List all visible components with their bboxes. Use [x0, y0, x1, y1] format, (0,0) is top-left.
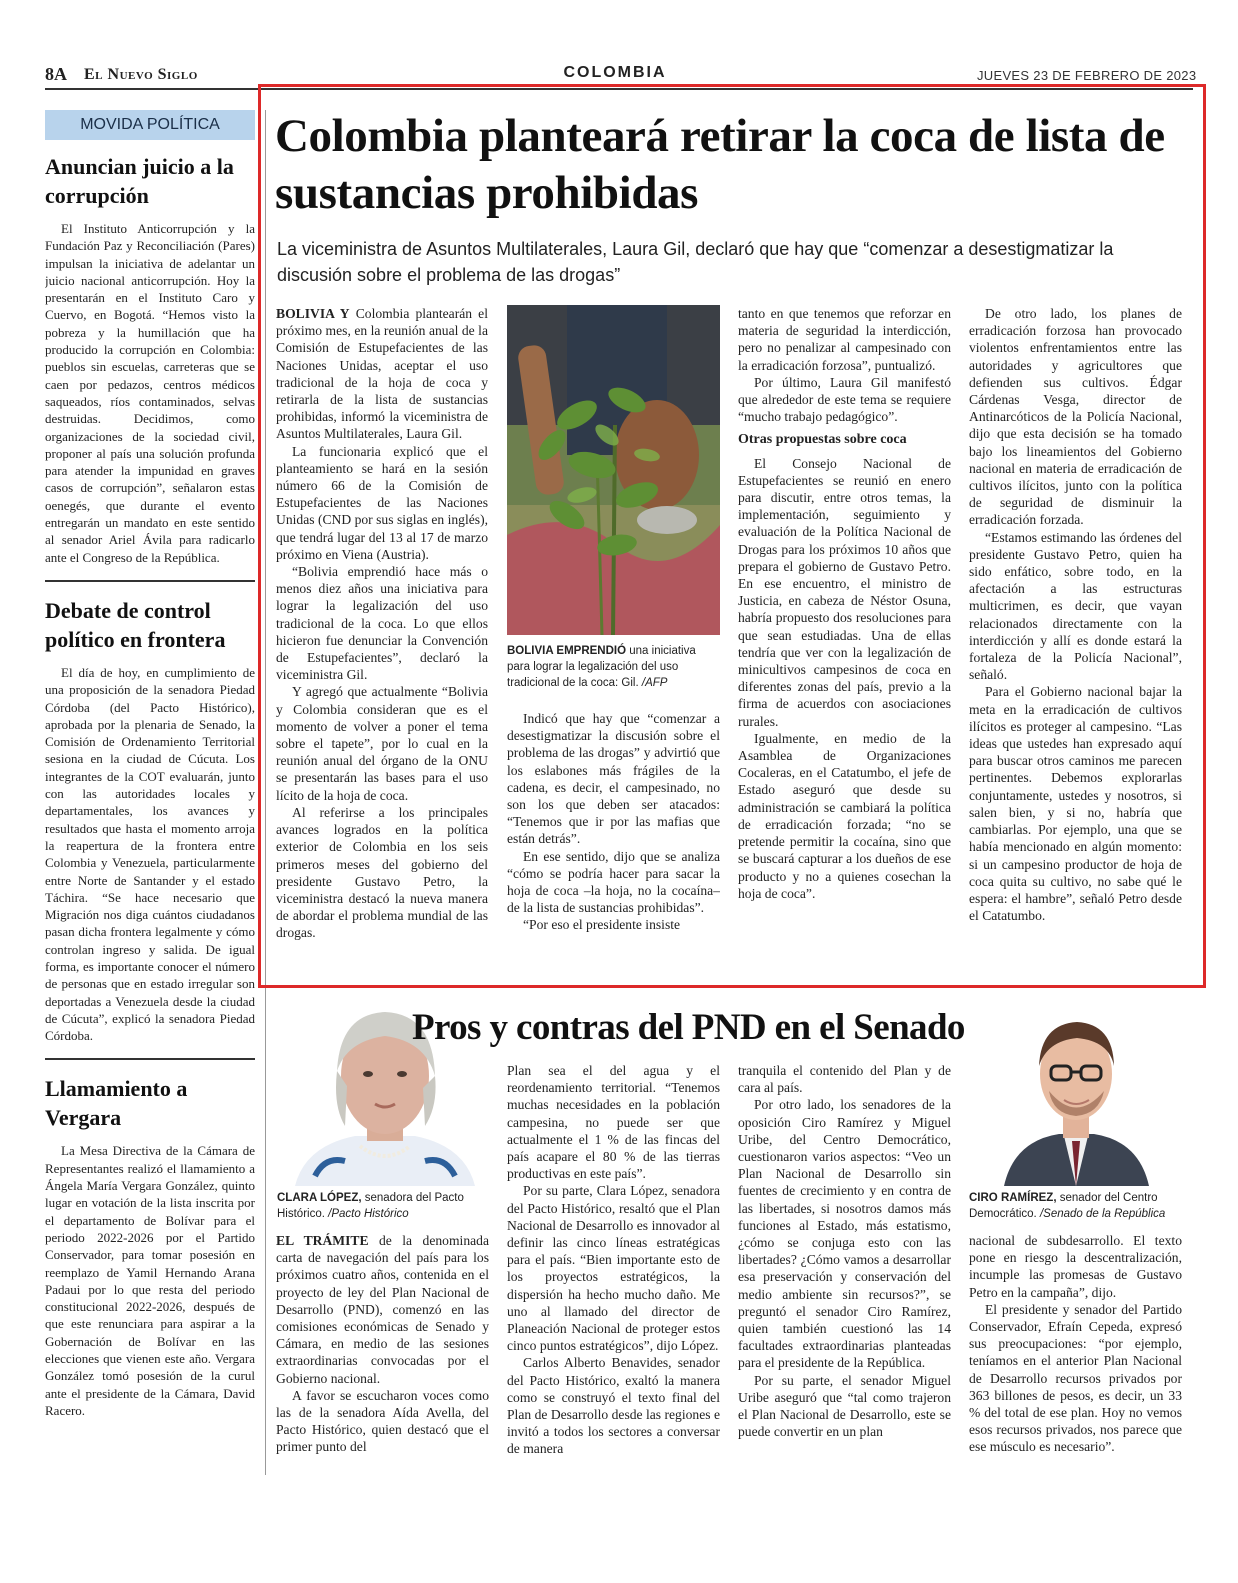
- paragraph: El Consejo Nacional de Estupefacientes se reunió en enero para discutir, entre otros temas, la implementación, seguimiento y evaluación de la Política Nacional de Drogas para los próximos 10 años que prepara el gobierno de Gustavo Petro. En ese encuentro, el ministro de Justicia, en cabeza de Néstor Osuna, habría propuesto dos resoluciones para que sean estudiadas. Una de ellas tendría que ver con la legalización de minicultivos campesinos de coca en diferentes zonas del país, previo a la firma de acuerdos con asociaciones rurales.: [738, 455, 951, 729]
- caption-text: una iniciativa para lograr la legalización del uso tradicional de la coca: Gil.: [507, 645, 696, 689]
- second-article-column-4: [969, 1232, 1182, 1477]
- photo-caption: [969, 1190, 1184, 1222]
- paragraph: Por otro lado, los senadores de la oposición Ciro Ramírez y Miguel Uribe, del Centro Democrático, cuestionaron varios aspectos: “Veo un Plan Nacional de Desarrollo sin fuentes de crecimiento y en contra de las libertades, si nosotros damos más funciones al Estado, más estatismo, ¿cómo se conjuga esto con las libertades? ¿Cómo vamos a desarrollar esa preservación y conservación del medio ambiente sin recursos?”, se preguntó el senador Ciro Ramírez, quien también cuestionó las 14 facultades extraordinarias planteadas para el presidente de la República.: [738, 1097, 951, 1371]
- paragraph: Indicó que hay que “comenzar a desestigmatizar la discusión sobre el problema de las drogas” y advirtió que los eslabones más frágiles de la cadena, es decir, el campesinado, no son los que deben ser atacados: “Tenemos que ir por las mafias que están detrás”.: [507, 711, 720, 847]
- sidebar-divider: [45, 1058, 255, 1060]
- article-column-4: [969, 305, 1182, 970]
- paragraph: Colombia plantearán el próximo mes, en la reunión anual de la Comisión de Estupefacientes de las Naciones Unidas, aceptar el uso tradicional de la hoja de coca y retirarla de la lista de sustancias prohibidas, informó la viceministra de Asuntos Multilaterales, Laura Gil.: [276, 306, 488, 442]
- photo-credit: /Senado de la República: [1039, 1208, 1166, 1220]
- newspaper-name: El Nuevo Siglo: [84, 66, 198, 83]
- movida-politica-sidebar: [45, 110, 255, 1475]
- paragraph: Y agregó que actualmente “Bolivia y Colombia consideran que es el momento de volver a poner el tema sobre el tapete”, por lo cual en la reunión anual del órgano de la ONU se presentarán las bases para el uso lícito de la hoja de coca.: [276, 684, 488, 803]
- paragraph: Por su parte, el senador Miguel Uribe aseguró que “tal como trajeron el Plan Nacional de Desarrollo, este se puede convertir en un plan: [738, 1372, 951, 1440]
- article-column-3: [738, 305, 951, 970]
- paragraph: Igualmente, en medio de la Asamblea de Organizaciones Cocaleras, en el Catatumbo, el jefe de Estado aseguró que desde su administración se cambiará la política de erradicación forzada; “no se pretende permitir la cocaína, sino que se buscará capturar a los dueños de ese producto y no a quienes cosechan la hoja de coca”.: [738, 730, 951, 901]
- paragraph: tranquila el contenido del Plan y de cara al país.: [738, 1063, 951, 1096]
- paragraph: “Estamos estimando las órdenes del presidente Gustavo Petro, quien ha sido enfático, sobre todo, en la afectación a las estructuras multicrimen, es decir, que vayan relacionados directamente con la interdicción y allí es donde estará la fortaleza de la Policía Nacional”, señaló.: [969, 529, 1182, 683]
- page-number: 8A: [45, 64, 67, 84]
- sidebar-item-title: Llamamiento a Vergara: [45, 1076, 188, 1131]
- paragraph: Al referirse a los principales avances logrados en la política exterior de Colombia en los seis primeros meses del gobierno del presidente Gustavo Petro, la viceministra destacó la nueva manera de abordar el problema mundial de las drogas.: [276, 804, 488, 941]
- sidebar-item-title: Anuncian juicio a la corrupción: [45, 154, 234, 208]
- section-name: COLOMBIA: [563, 64, 667, 81]
- sidebar-item-body: La Mesa Directiva de la Cámara de Representantes realizó el llamamiento a Ángela María Vergara González, quinto lugar en votación de la lista inscrita por el departamento de Bolívar para el periodo 2022-2026 por el Partido Conservador, para tomar posesión en reemplazo de Yamil Hernando Arana Padaui por lo que resta del periodo constitucional 2022-2026, después de que este renunciara para aspirar a la Gobernación de Bolívar en las elecciones que vienen este año. Vergara González tomó posesión de la curul ante el presidente de la Cámara, David Racero.: [45, 1143, 255, 1418]
- caption-lead: CLARA LÓPEZ,: [277, 1192, 362, 1204]
- caption-lead: BOLIVIA EMPRENDIÓ: [507, 645, 627, 657]
- article-column-1: [276, 305, 488, 970]
- second-article-column-3: [738, 1062, 951, 1477]
- photo-caption: [507, 643, 720, 691]
- paragraph: El presidente y senador del Partido Conservador, Efraín Cepeda, expresó sus preocupaciones: “por ejemplo, teníamos en el anterior Plan Nacional de Desarrollo recursos privados por 363 billones de pesos, es decir, un 33 % del total de ese plan. Hoy no vemos esos recursos privados, nos parece que ese músculo es necesario”.: [969, 1301, 1182, 1455]
- paragraph: Por último, Laura Gil manifestó que alrededor de este tema se requiere “mucho trabajo pedagógico”.: [738, 374, 951, 425]
- paragraph: de la denominada carta de navegación del país para los próximos cuatro años, contenida en el proyecto de ley del Plan Nacional de Desarrollo (PND), comenzó en las comisiones económicas de Senado y Cámara, en medio de las sesiones extraordinarias convocadas por el Gobierno nacional.: [276, 1233, 489, 1386]
- paragraph: De otro lado, los planes de erradicación forzosa han provocado violentos enfrentamientos entre las autoridades y agricultores que defienden sus cultivos. Édgar Cárdenas Vesga, director de Antinarcóticos de la Policía Nacional, dijo que esta decisión se ha tomado bajo los lineamientos del Gobierno nacional en materia de erradicación de cultivos ilícitos, junto con la política de seguridad de disminuir la erradicación forzada.: [969, 306, 1182, 528]
- sidebar-label: MOVIDA POLÍTICA: [45, 110, 255, 140]
- paragraph: Carlos Alberto Benavides, senador del Pacto Histórico, exaltó la manera como se construyó el texto final del Plan de Desarrollo desde las regiones e invitó a todos los sectores a conversar de manera: [507, 1355, 720, 1457]
- paragraph: “Por eso el presidente insiste: [523, 917, 681, 933]
- paragraph: A favor se escucharon voces como las de la senadora Aída Avella, del Pacto Histórico, quien destacó que el primer punto del: [276, 1387, 489, 1455]
- paragraph: La funcionaria explicó que el planteamiento se hará en la sesión número 66 de la Comisión de Estupefacientes de las Naciones Unidas (CND por sus siglas en inglés), que tendrá lugar del 13 al 17 de marzo próximo en Viena (Austria).: [276, 443, 488, 562]
- article-headline: Colombia planteará retirar la coca de lista de sustancias prohibidas: [275, 110, 1165, 219]
- paragraph: Plan sea el del agua y el reordenamiento territorial. “Tenemos muchas necesidades en la población campesina, no puede ser que actualmente el 1 % de las fincas del país acapare el 80 % de las tierras productivas en este país”.: [507, 1063, 720, 1182]
- lead-word: BOLIVIA Y: [276, 306, 350, 321]
- sidebar-divider: [45, 580, 255, 582]
- paragraph: En ese sentido, dijo que se analiza “cómo se podría hacer para sacar la hoja de coca –la hoja, no la cocaína– de la lista de sustancias prohibidas”.: [507, 848, 720, 916]
- photo-caption: [277, 1190, 492, 1222]
- paragraph: Por su parte, Clara López, senadora del Pacto Histórico, resaltó que el Plan Nacional de Desarrollo es innovador al definir las cinco líneas estratégicas para el país. “Bien importante esto de los proyectos estratégicos, la dispersión ha hecho mucho daño. Me uno al llamado del director de Planeación Nacional de proteger estos cinco puntos estratégicos”, dijo López.: [507, 1183, 720, 1354]
- article-deck: La viceministra de Asuntos Multilaterales, Laura Gil, declaró que hay que “comenzar a desestigmatizar la discusión sobre el problema de las drogas”: [277, 239, 1114, 285]
- sidebar-item-body: El Instituto Anticorrupción y la Fundación Paz y Reconciliación (Pares) impulsan la iniciativa de adelantar un juicio nacional anticorrupción. Hoy la presentarán en el Instituto Caro y Cuervo, en Bogotá. “Hemos visto la pobreza y la humillación que ha producido la corrupción en Colombia: pueblos sin escuelas, carreteras que se caen por pedazos, centros médicos saqueados, ríos contaminados, selvas destruidas. Decidimos, como organizaciones de la sociedad civil, proponer al país una solución profunda para atender la impunidad en graves casos de corrupción”, señalaron estas oenegés, que durante el evento entregarán un mandato en este sentido al senador Ariel Ávila para radicarlo ante el Congreso de la República.: [45, 221, 255, 565]
- paragraph: Para el Gobierno nacional bajar la meta en la erradicación de cultivos ilícitos es proteger al campesino. “Las ideas que ustedes han expresado aquí para buscar otros caminos me parecen pertinentes. Debemos explorarlas conjuntamente, ustedes y nosotros, si salen bien, y si no, habría que cambiarlas. Por ejemplo, una que se había mencionado en algún momento: si un campesino productor de hoja de coca quita su cultivo, no sabe qué le espera: el hambre”, señaló Petro desde el Catatumbo.: [969, 684, 1182, 924]
- paragraph: “Bolivia emprendió hace más o menos diez años una iniciativa para lograr la legalización del uso tradicional de la coca. Lo que ellos hicieron fue denunciar la Convención de Estupefacientes”, declaró la viceministra Gil.: [276, 564, 488, 683]
- issue-date: JUEVES 23 DE FEBRERO DE 2023: [977, 68, 1197, 83]
- sidebar-item-title: Debate de control político en frontera: [45, 597, 226, 652]
- lead-word: EL TRÁMITE: [276, 1233, 369, 1248]
- second-article-column-1: [276, 1232, 489, 1477]
- sidebar-item-body: El día de hoy, en cumplimiento de una proposición de la senadora Piedad Córdoba (del Pacto Histórico), aprobada por la plenaria de Senado, la Comisión de Ordenamiento Territorial sesiona en la ciudad de Cúcuta. Los integrantes de la COT evaluarán, junto con las autoridades locales y departamentales, los avances y resultados que hasta el momento arroja la reapertura de la frontera entre Colombia y Venezuela, particularmente entre Norte de Santander y el estado Táchira. “Se hace necesario que Migración nos diga cuántos ciudadanos pasan dicha frontera legalmente y cómo controlan ingreso y salida. De igual forma, es importante conocer el número de personas que en estado irregular son deportadas a Venezuela desde la ciudad de Cúcuta”, explicó la senadora Piedad Córdoba.: [45, 664, 255, 1044]
- caption-text: senadora del Pacto Histórico.: [277, 1192, 464, 1220]
- coca-photo: [507, 305, 720, 635]
- second-article-column-2: [507, 1062, 720, 1477]
- article-subhead: Otras propuestas sobre coca: [738, 432, 907, 448]
- paragraph: nacional de subdesarrollo. El texto pone en riesgo la descentralización, incumple las promesas de Gustavo Petro en la campaña”, dijo.: [969, 1233, 1182, 1300]
- caption-text: senador del Centro Democrático.: [969, 1192, 1158, 1220]
- ciro-ramirez-portrait: [969, 996, 1182, 1186]
- photo-credit: /Pacto Histórico: [328, 1208, 409, 1220]
- article-column-2: [507, 710, 720, 970]
- paragraph: tanto en que tenemos que reforzar en materia de seguridad la interdicción, pero no penalizar al campesinado con la erradicación forzosa”, puntualizó.: [738, 306, 951, 373]
- photo-credit: /AFP: [641, 677, 668, 689]
- second-article-headline: Pros y contras del PND en el Senado: [412, 1007, 965, 1048]
- caption-lead: CIRO RAMÍREZ,: [969, 1192, 1057, 1204]
